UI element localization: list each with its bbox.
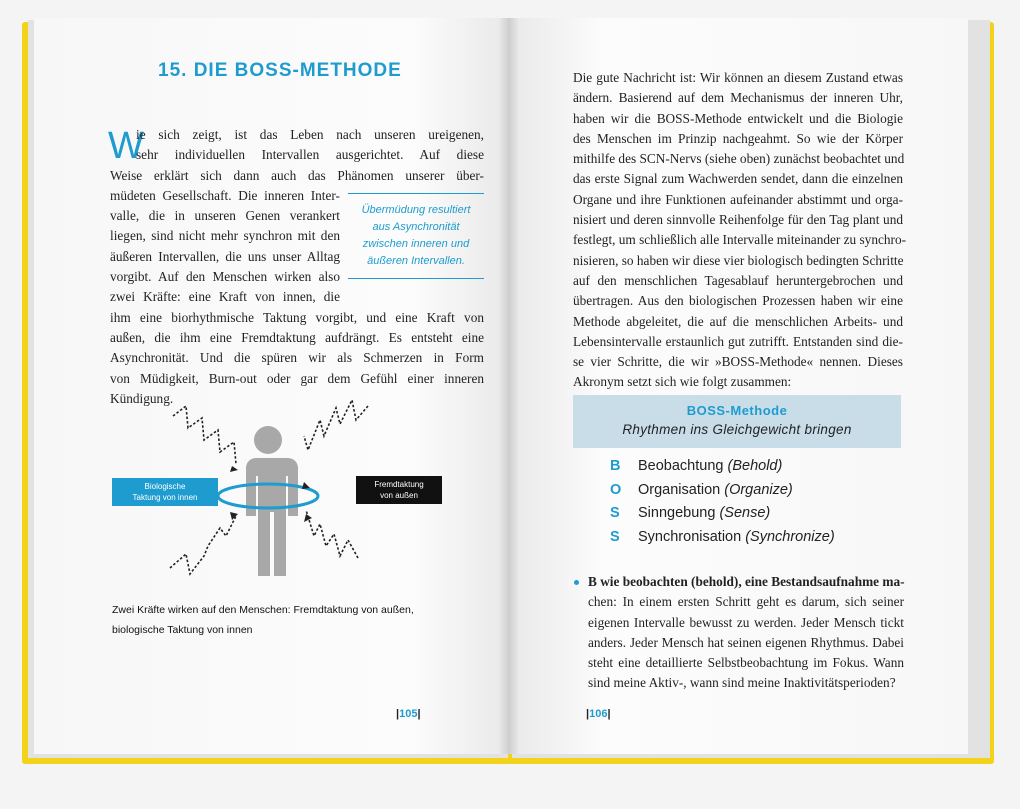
text-line: Akronym setzt sich wie folgt zusammen:: [573, 374, 792, 390]
text-line: sehr individuellen Intervallen ausgerichtet. Auf diese: [136, 147, 484, 163]
page-number-right: |106|: [586, 708, 611, 720]
text-line: das erste Signal zum Wachwerden sendet, dann die einzelnen: [573, 171, 903, 187]
left-paragraph: [136, 125, 484, 166]
arrow-in-right-top: [302, 482, 310, 489]
boss-acronym-list: [610, 458, 835, 552]
boss-item-o: [610, 482, 835, 506]
text-line: ihm eine biorhythmische Taktung vorgibt, und eine Kraft von: [110, 309, 484, 325]
bullet-paragraph: [588, 572, 904, 694]
text-line: Lebensintervalle erstaunlich gut zutrifft. Entstanden sind die-: [573, 333, 903, 349]
caption-line: biologische Taktung von innen: [112, 624, 253, 636]
page-number-value: 105: [399, 708, 418, 720]
label-inner-rhythm: [112, 478, 218, 506]
boss-item-b: [610, 458, 835, 482]
zigzag-upper-left: [173, 406, 236, 464]
figure-caption: [112, 600, 414, 640]
boss-letter: O: [610, 481, 622, 498]
boss-item-s2: [610, 529, 835, 553]
text-line: haben wir die BOSS-Methode entwickelt und die Biologie: [573, 110, 903, 126]
boss-box-title: BOSS-Methode: [686, 403, 788, 418]
boss-letter: S: [610, 528, 620, 545]
text-line: chen: In einem ersten Schritt geht es darum, sich seiner: [588, 594, 904, 610]
label-outer-line: Fremdtaktung: [374, 480, 424, 489]
text-line: Asynchronität. Und die spüren wir als Schmerzen in Form: [110, 350, 484, 366]
text-line: äußeren Intervallen, die uns unser Alltag: [110, 248, 340, 264]
right-paragraph: [573, 68, 907, 393]
pull-quote-line: Übermüdung resultiert: [361, 204, 471, 216]
label-outer-rhythm: [356, 476, 442, 504]
zigzag-lower-right: [306, 510, 358, 558]
text-line: mithilfe des SCN-Nervs (siehe oben) zunächst beobachtet und: [573, 151, 905, 167]
boss-box-subtitle: Rhythmen ins Gleichgewicht bringen: [622, 422, 852, 437]
text-line: vorgibt. Auf den Menschen wirken also: [110, 269, 340, 285]
text-line: steht eine detaillierte Selbstbeobachtung im Fokus. Wann: [588, 655, 904, 671]
arrow-in-left-bottom: [230, 512, 238, 520]
page-number-left: |105|: [396, 708, 421, 720]
drop-cap: W: [108, 125, 144, 167]
boss-english: (Behold): [727, 458, 783, 474]
text-line: anders. Jeder Mensch hat seinen eigenen Rhythmus. Dabei: [588, 634, 904, 650]
text-line: außen, die ihm eine Fremdtaktung aufdrängt. Es entsteht eine: [110, 329, 484, 345]
pull-quote: [348, 193, 484, 279]
text-line: Organe und ihre Funktionen aufeinander abstimmt und orga-: [573, 191, 903, 207]
boss-english: (Sense): [719, 505, 771, 521]
pull-quote-line: aus Asynchronität: [372, 221, 460, 233]
chapter-title: 15. DIE BOSS-METHODE: [158, 60, 402, 81]
zigzag-lower-left: [170, 516, 236, 574]
boss-method-box: [573, 395, 901, 448]
label-outer-line: von außen: [380, 491, 418, 500]
text-line: müdeten Gesellschaft. Die inneren Inter-: [110, 187, 340, 203]
text-line: zwei Kräfte: eine Kraft von innen, die: [110, 289, 340, 305]
text-line: nisiert und deren sinnvolle Reihenfolge für den Tag plant und: [573, 212, 903, 228]
text-line: sind meine Aktiv-, wann sind meine Inaktivitätsperioden?: [588, 675, 896, 691]
boss-letter: S: [610, 505, 620, 521]
caption-line: Zwei Kräfte wirken auf den Menschen: Fremdtaktung von außen,: [112, 604, 414, 616]
label-inner-line: Taktung von innen: [132, 493, 198, 502]
text-line: nisieren, so haben wir diese vier biologisch bedingten Schritte: [573, 252, 904, 268]
text-line: Die gute Nachricht ist: Wir können an diesem Zustand etwas: [573, 70, 903, 85]
text-line: übertragen. Aus den biologischen Prozessen haben wir eine: [573, 293, 903, 309]
label-inner-line: Biologische: [144, 482, 186, 491]
text-line: auf den menschlichen Tagesablauf heruntergebrochen und: [573, 272, 903, 288]
text-line: Weise erklärt sich dann auch das Phänomen unserer über-: [110, 167, 484, 183]
arrow-in-left-top: [230, 466, 238, 472]
boss-word: Synchronisation: [638, 528, 742, 545]
text-line: ie sich zeigt, ist das Leben nach unseren ureigenen,: [136, 127, 484, 142]
pull-quote-line: äußeren Intervallen.: [367, 255, 465, 267]
text-line: eigenen Intervalle bewusst zu werden. Jeder Mensch tickt: [588, 614, 904, 630]
text-line: festlegt, um schließlich alle Intervalle miteinander zu synchro-: [573, 232, 907, 248]
text-line: von Müdigkeit, Burn-out oder gar dem Gefühl einer inneren: [110, 370, 484, 386]
boss-letter: B: [610, 458, 621, 474]
page-number-value: 106: [589, 708, 608, 720]
text-line: se vier Schritte, die wir »BOSS-Methode« nennen. Dieses: [573, 354, 903, 370]
text-line: liegen, sind nicht mehr synchron mit den: [110, 228, 340, 244]
text-line: Kündigung.: [110, 390, 174, 406]
boss-word: Organisation: [638, 481, 721, 498]
boss-word: Sinngebung: [638, 505, 716, 521]
bullet-icon: [574, 580, 579, 585]
text-line: des Menschen im Prinzip nachgeahmt. So wie der Körper: [573, 130, 903, 146]
book-gutter: [500, 18, 518, 754]
boss-english: (Organize): [724, 481, 793, 498]
zigzag-upper-right: [304, 400, 368, 450]
boss-item-s1: [610, 505, 835, 529]
boss-word: Beobachtung: [638, 458, 724, 474]
text-line: ändern. Basierend auf dem Mechanismus der inneren Uhr,: [573, 90, 903, 106]
boss-english: (Synchronize): [745, 528, 835, 545]
text-line: valle, die in unseren Genen verankert: [110, 208, 340, 224]
text-line: Methode abgeleitet, die auf die menschlichen Arbeits- und: [573, 313, 903, 329]
pull-quote-line: zwischen inneren und: [362, 238, 470, 250]
text-line: B wie beobachten (behold), eine Bestandsaufnahme ma-: [588, 574, 905, 589]
person-silhouette: [246, 426, 298, 576]
arrow-in-right-bottom: [304, 514, 312, 522]
